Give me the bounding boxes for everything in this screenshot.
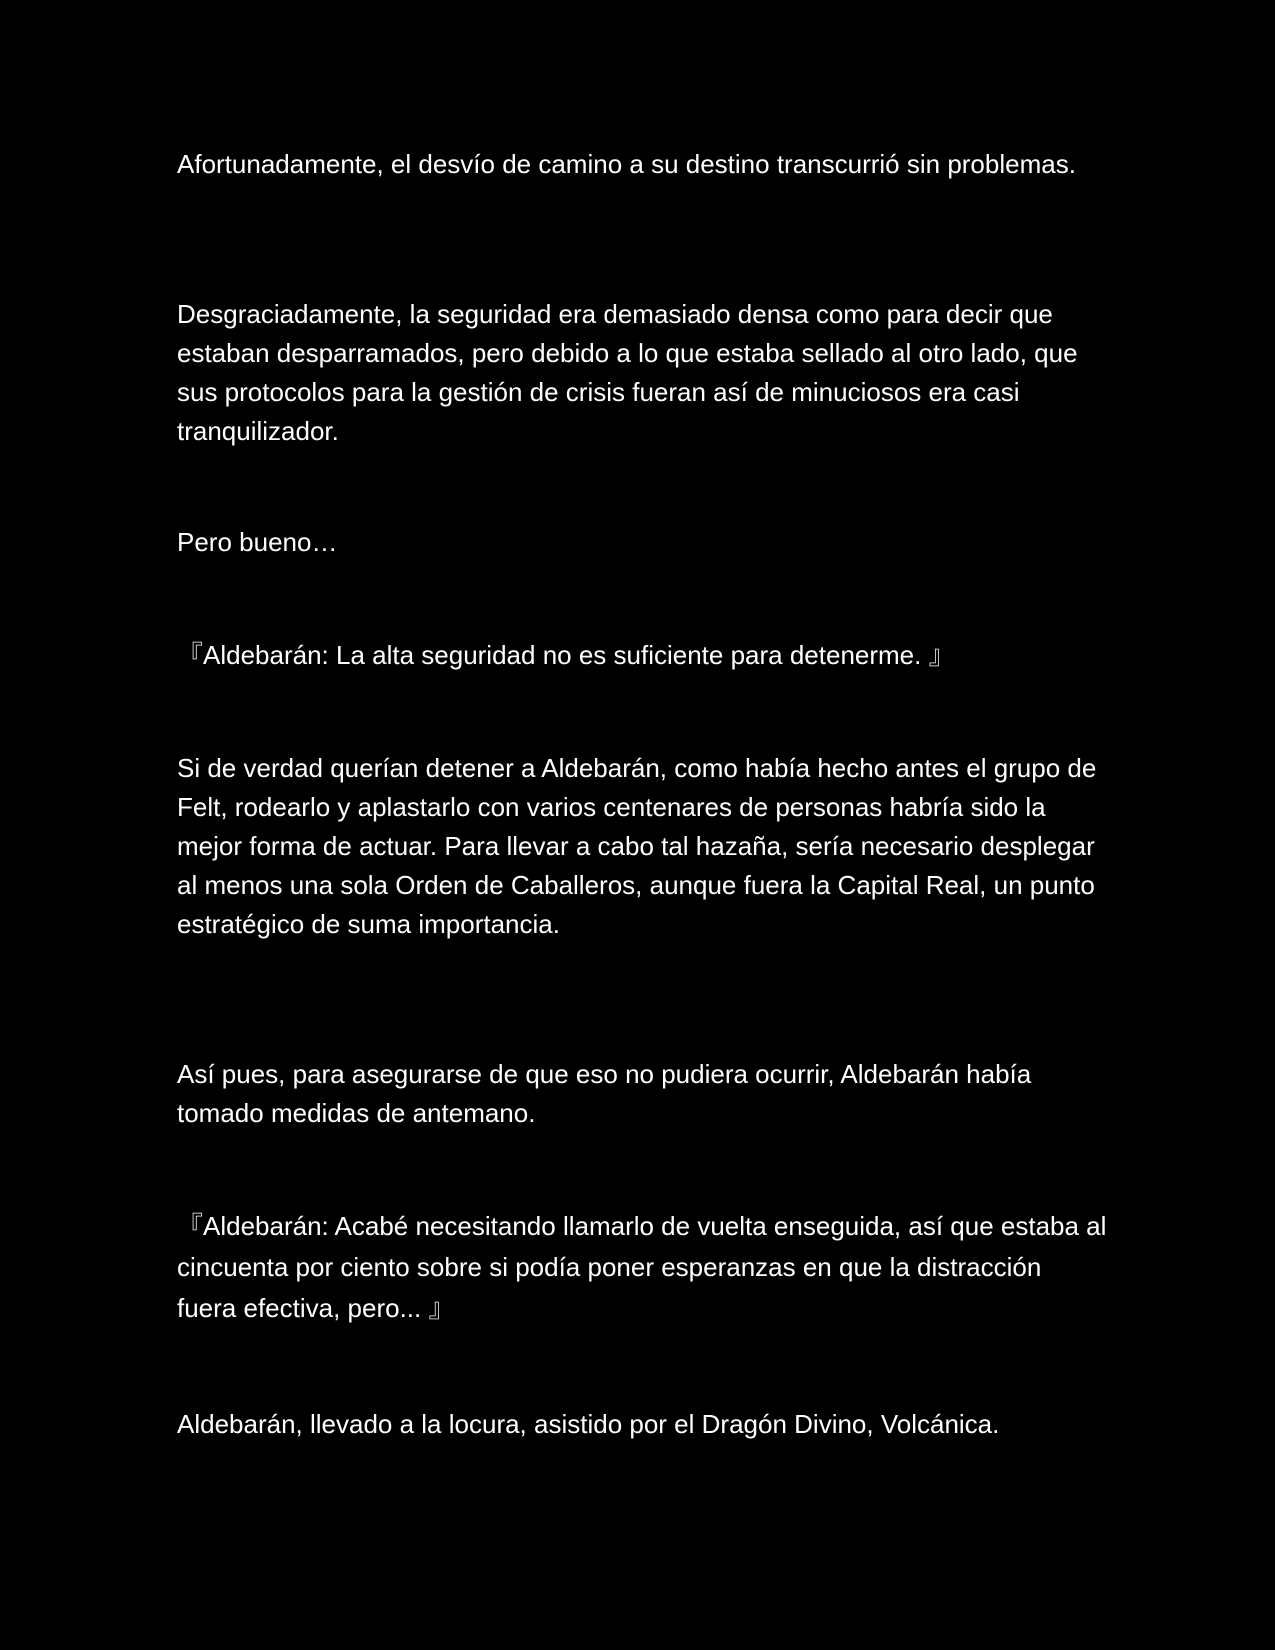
- paragraph-detour: Afortunadamente, el desvío de camino a su destino transcurrió sin problemas.: [177, 149, 1076, 179]
- paragraph-security: Desgraciadamente, la seguridad era demasiado densa como para decir que estaban desparramados, pero debido a lo que estaba sellado al otro lado, que sus protocolos para la gestión de crisis fueran así de minuciosos era casi tranquilizador.: [177, 299, 1078, 446]
- dialogue-aldebaran-distraction: 『Aldebarán: Acabé necesitando llamarlo de vuelta enseguida, así que estaba al cincuenta por ciento sobre si podía poner esperanzas en que la distracción fuera efectiva, pero... 』: [177, 1211, 1107, 1323]
- paragraph-volcanica: Aldebarán, llevado a la locura, asistido por el Dragón Divino, Volcánica.: [177, 1409, 1000, 1439]
- paragraph-measures: Así pues, para asegurarse de que eso no pudiera ocurrir, Aldebarán había tomado medidas de antemano.: [177, 1059, 1032, 1128]
- paragraph-pero-bueno: Pero bueno…: [177, 527, 338, 557]
- dialogue-aldebaran-security: 『Aldebarán: La alta seguridad no es suficiente para detenerme. 』: [177, 640, 955, 670]
- paragraph-stop-aldebaran: Si de verdad querían detener a Aldebarán, como había hecho antes el grupo de Felt, rodearlo y aplastarlo con varios centenares de personas habría sido la mejor forma de actuar. Para llevar a cabo tal hazaña, sería necesario desplegar al menos una sola Orden de Caballeros, aunque fuera la Capital Real, un punto estratégico de suma importancia.: [177, 753, 1097, 939]
